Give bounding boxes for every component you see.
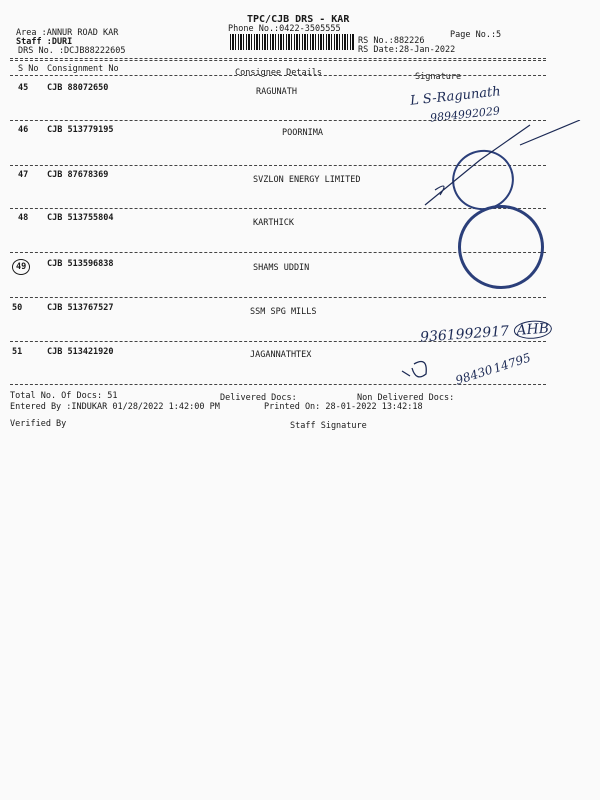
row-sno: 48 [18,213,29,223]
total-docs: Total No. Of Docs: 51 [10,391,118,401]
row-sno: 50 [12,303,23,313]
delivered-docs: Delivered Docs: [220,393,297,403]
scribble-stroke [425,120,580,205]
row-consignee: SVZLON ENERGY LIMITED [253,175,361,185]
row-consignment: CJB 513421920 [47,347,114,357]
company-stamp [458,205,544,289]
col-consignment: Consignment No [47,64,119,74]
drs-number: DRS No. :DCJB88222605 [18,46,126,56]
row-divider [10,297,546,298]
row-consignment: CJB 513779195 [47,125,114,135]
row-consignee: RAGUNATH [256,87,297,97]
signature-scribble [420,120,590,210]
row-consignment: CJB 88072650 [47,83,109,93]
row-consignment: CJB 513755804 [47,213,114,223]
handwritten-phone-part: 14795 [491,350,533,376]
handwritten-signature: L S-Ragunath [409,84,502,109]
row-consignee: POORNIMA [282,128,323,138]
printed-on: Printed On: 28-01-2022 13:42:18 [264,402,423,412]
page-number: Page No.:5 [450,30,502,40]
row-sno: 46 [18,125,29,135]
handwritten-phone-part: 98430 [453,362,495,388]
row-consignee: JAGANNATHTEX [250,350,312,360]
header-divider [10,60,546,61]
row-consignee: SSM SPG MILLS [250,307,317,317]
staff-signature: Staff Signature [290,421,367,431]
row-sno: 49 [12,259,30,275]
mark-stroke [402,362,426,377]
row-consignee: KARTHICK [253,218,294,228]
row-sno: 51 [12,347,23,357]
phone-suffix: AHB [513,319,553,340]
entered-by: Entered By :INDUKAR 01/28/2022 1:42:00 PM [10,402,220,412]
col-consignee: Consignee Details [235,68,322,78]
col-sno: S No [18,64,39,74]
area-label: Area :ANNUR ROAD KAR [16,28,119,38]
row-consignment: CJB 513596838 [47,259,114,269]
verified-by: Verified By [10,419,67,429]
row-sno: 47 [18,170,29,180]
row-consignment: CJB 87678369 [47,170,109,180]
row-consignment: CJB 513767527 [47,303,114,313]
row-sno: 45 [18,83,29,93]
phone-digits: 9361992917 [419,323,510,346]
handwritten-mark [398,356,438,386]
column-divider [10,75,546,76]
staff-label: Staff :DURI [16,37,73,47]
document-title: TPC/CJB DRS - KAR [247,14,350,25]
rs-number: RS No.:882226 [358,36,425,46]
row-consignee: SHAMS UDDIN [253,263,310,273]
non-delivered-docs: Non Delivered Docs: [357,393,455,403]
handwritten-phone: 9894992029 [429,104,501,125]
barcode [230,34,354,50]
phone-number: Phone No.:0422-3505555 [228,24,341,34]
header-divider [10,58,546,59]
col-signature: Signature [415,72,462,82]
rs-date: RS Date:28-Jan-2022 [358,45,456,55]
